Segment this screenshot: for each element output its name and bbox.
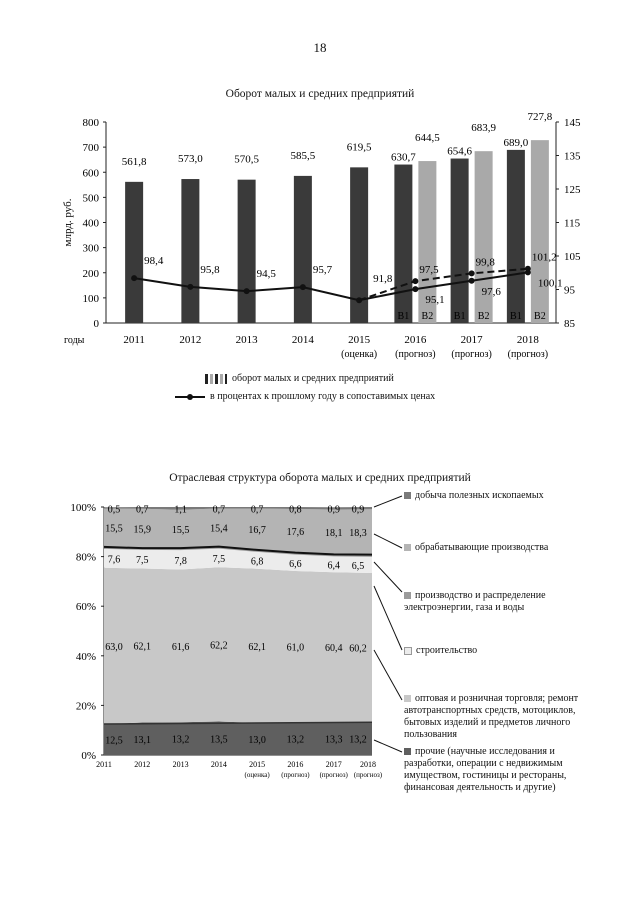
area-label-4: 15,4 <box>210 523 228 535</box>
x-tick-label: 2015 <box>348 334 371 346</box>
y-tick-label: 0 <box>93 318 99 330</box>
legend-leader-line <box>374 562 402 592</box>
legend-leader-line <box>374 586 402 650</box>
legend-leader-line <box>374 650 402 700</box>
legend2-mining <box>404 490 636 502</box>
legend2-other-label: прочие (научные исследования и разработки, операции с недвижимым имуществом, гостиницы и рестораны, финансовая деятельность и другие) <box>404 746 567 793</box>
area-label-1: 60,4 <box>324 643 343 655</box>
variant-label: В2 <box>534 311 546 322</box>
x-tick-note: (прогноз) <box>281 771 310 779</box>
area-label-1: 61,0 <box>286 642 305 654</box>
legend2-trade-label: оптовая и розничная торговля; ремонт автотранспортных средств, мотоциклов, бытовых изделий и предметов личного пользования <box>404 693 579 740</box>
chart2-title: Отраслевая структура оборота малых и средних предприятий <box>169 472 471 484</box>
legend2-mining-swatch <box>404 492 411 499</box>
area-label-0: 13,1 <box>133 734 152 746</box>
area-label-0: 12,5 <box>105 735 123 747</box>
x-tick-label: 2015 <box>249 760 266 769</box>
area-label-2: 6,4 <box>327 560 340 572</box>
area-label-1: 62,1 <box>248 641 266 653</box>
x-tick-note: (оценка) <box>341 349 378 360</box>
area-label-0: 13,2 <box>286 734 305 746</box>
area-label-5: 0,7 <box>212 504 226 516</box>
area-label-0: 13,5 <box>210 734 228 746</box>
y2-tick-label: 135 <box>564 150 581 163</box>
x-axis-prefix: годы <box>64 335 85 346</box>
legend2-mining-label: добыча полезных ископаемых <box>415 490 544 501</box>
area-label-1: 60,2 <box>349 643 367 655</box>
x-tick-label: 2013 <box>172 760 189 769</box>
y-tick-label: 400 <box>82 217 99 230</box>
area-label-1: 61,6 <box>171 641 190 653</box>
area-label-1: 62,2 <box>210 640 228 652</box>
x-tick-label: 2017 <box>460 334 483 346</box>
x-tick-label: 2018 <box>360 760 376 769</box>
index-label-v2: 99,8 <box>475 256 495 269</box>
x-tick-label: 2011 <box>96 760 112 769</box>
area-label-1: 63,0 <box>105 641 123 653</box>
legend-index-label: в процентах к прошлому году в сопоставимых ценах <box>210 391 436 402</box>
legend-leader-line <box>374 740 402 752</box>
area-label-4: 18,3 <box>349 527 367 539</box>
x-tick-label: 2014 <box>291 334 314 346</box>
x-tick-label: 2011 <box>123 334 145 346</box>
area-label-2: 7,8 <box>174 555 187 567</box>
y-tick-label: 200 <box>82 267 99 280</box>
x-tick-note: (прогноз) <box>395 349 436 360</box>
area-label-0: 13,3 <box>324 734 343 746</box>
x-tick-note: (оценка) <box>244 771 270 779</box>
y-tick-label: 600 <box>82 167 99 180</box>
area-label-4: 15,5 <box>171 524 190 536</box>
chart1-title: Оборот малых и средних предприятий <box>225 88 415 100</box>
turnover-label: 644,5 <box>415 132 440 145</box>
x-tick-label: 2017 <box>325 760 342 769</box>
y-axis-label: млрд. руб. <box>62 198 74 247</box>
x-tick-note: (прогноз) <box>451 349 492 360</box>
y2-tick-label: 105 <box>564 251 581 263</box>
variant-label: В2 <box>421 311 434 322</box>
y2-tick-label: 95 <box>564 284 575 297</box>
legend2-manufacturing-label: обрабатывающие производства <box>415 542 549 553</box>
legend2-construction-label: строительство <box>416 645 478 656</box>
area-label-4: 18,1 <box>324 527 343 539</box>
legend-leader-line <box>374 496 402 507</box>
turnover-label: 585,5 <box>290 149 316 162</box>
legend2-trade-swatch <box>404 695 411 702</box>
turnover-label: 689,0 <box>503 136 529 149</box>
x-tick-label: 2018 <box>516 334 539 346</box>
area-label-2: 7,5 <box>212 553 226 565</box>
x-tick-label: 2012 <box>179 334 202 346</box>
index-label-v1: 98,4 <box>144 255 164 268</box>
area-label-0: 13,2 <box>171 734 190 746</box>
index-label-v1: 97,6 <box>481 285 501 298</box>
index-label-v1: 91,8 <box>373 273 393 286</box>
x-tick-label: 2013 <box>235 334 258 346</box>
index-label-v1: 95,8 <box>200 263 220 276</box>
index-label-v2: 97,5 <box>419 264 439 277</box>
index-label-v1: 95,1 <box>425 294 445 307</box>
area-label-5: 0,8 <box>289 504 302 516</box>
variant-label: В2 <box>477 311 490 322</box>
variant-label: В1 <box>397 311 410 322</box>
area-label-5: 1,1 <box>174 504 187 516</box>
y-tick-label: 100% <box>70 502 96 514</box>
area-label-2: 6,6 <box>289 558 302 570</box>
legend2-energy-swatch <box>404 592 411 599</box>
turnover-label: 654,6 <box>447 145 472 158</box>
area-label-5: 0,9 <box>327 504 340 516</box>
legend-leader-line <box>374 534 402 548</box>
area-label-2: 6,5 <box>351 560 365 572</box>
y-tick-label: 500 <box>82 192 99 205</box>
y-tick-label: 300 <box>82 242 99 255</box>
area-label-5: 0,5 <box>107 504 121 516</box>
turnover-label: 573,0 <box>178 153 203 166</box>
turnover-label: 570,5 <box>234 153 259 166</box>
y-tick-label: 40% <box>75 650 96 663</box>
index-label-v1: 100,1 <box>537 277 563 290</box>
area-label-2: 7,6 <box>107 554 121 566</box>
y-tick-label: 60% <box>75 601 96 614</box>
legend2-construction-swatch <box>404 647 412 655</box>
y2-tick-label: 145 <box>564 117 581 129</box>
x-tick-note: (прогноз) <box>353 771 383 779</box>
y-tick-label: 700 <box>82 142 99 155</box>
x-tick-label: 2012 <box>134 760 151 769</box>
y-tick-label: 80% <box>75 551 96 564</box>
y-tick-label: 800 <box>82 117 99 129</box>
area-label-0: 13,0 <box>248 734 266 746</box>
index-label-v1: 94,5 <box>256 268 276 281</box>
variant-label: В1 <box>453 311 466 322</box>
legend2-manufacturing-swatch <box>404 544 411 551</box>
area-label-0: 13,2 <box>349 734 367 746</box>
x-tick-label: 2016 <box>404 334 427 346</box>
x-tick-label: 2014 <box>210 760 227 769</box>
legend2-construction <box>404 645 636 657</box>
index-label-v2: 101,2 <box>531 251 557 264</box>
area-label-4: 16,7 <box>248 525 266 537</box>
area-label-1: 62,1 <box>133 641 152 653</box>
y-tick-label: 0% <box>81 750 96 762</box>
index-label-v1: 95,7 <box>312 264 333 277</box>
page-number: 18 <box>313 40 327 55</box>
legend2-energy-label: производство и распределение электроэнергии, газа и воды <box>404 590 546 613</box>
turnover-label: 727,8 <box>527 111 553 124</box>
area-label-4: 15,5 <box>105 523 123 535</box>
y-tick-label: 100 <box>82 292 99 305</box>
variant-label: В1 <box>510 311 522 322</box>
area-label-5: 0,7 <box>250 504 264 516</box>
area-label-4: 17,6 <box>286 526 305 538</box>
turnover-label: 630,7 <box>391 151 416 164</box>
legend2-trade <box>404 693 594 741</box>
y2-tick-label: 85 <box>564 318 575 330</box>
legend2-other <box>404 746 579 794</box>
y2-tick-label: 125 <box>564 184 581 196</box>
turnover-label: 561,8 <box>121 155 147 168</box>
legend2-energy <box>404 590 554 614</box>
area-label-5: 0,7 <box>136 504 149 516</box>
x-tick-note: (прогноз) <box>319 771 348 779</box>
legend2-manufacturing <box>404 542 636 554</box>
area-label-2: 7,5 <box>136 555 149 567</box>
y-tick-label: 20% <box>75 700 96 713</box>
area-label-5: 0,9 <box>351 504 365 516</box>
y2-tick-label: 115 <box>564 217 581 230</box>
area-label-2: 6,8 <box>250 556 264 568</box>
area-label-4: 15,9 <box>133 524 152 536</box>
x-tick-label: 2016 <box>287 760 304 769</box>
legend-turnover-label: оборот малых и средних предприятий <box>232 373 394 384</box>
legend2-other-swatch <box>404 748 411 755</box>
x-tick-note: (прогноз) <box>507 349 549 360</box>
turnover-label: 683,9 <box>471 122 496 135</box>
turnover-label: 619,5 <box>346 141 372 154</box>
